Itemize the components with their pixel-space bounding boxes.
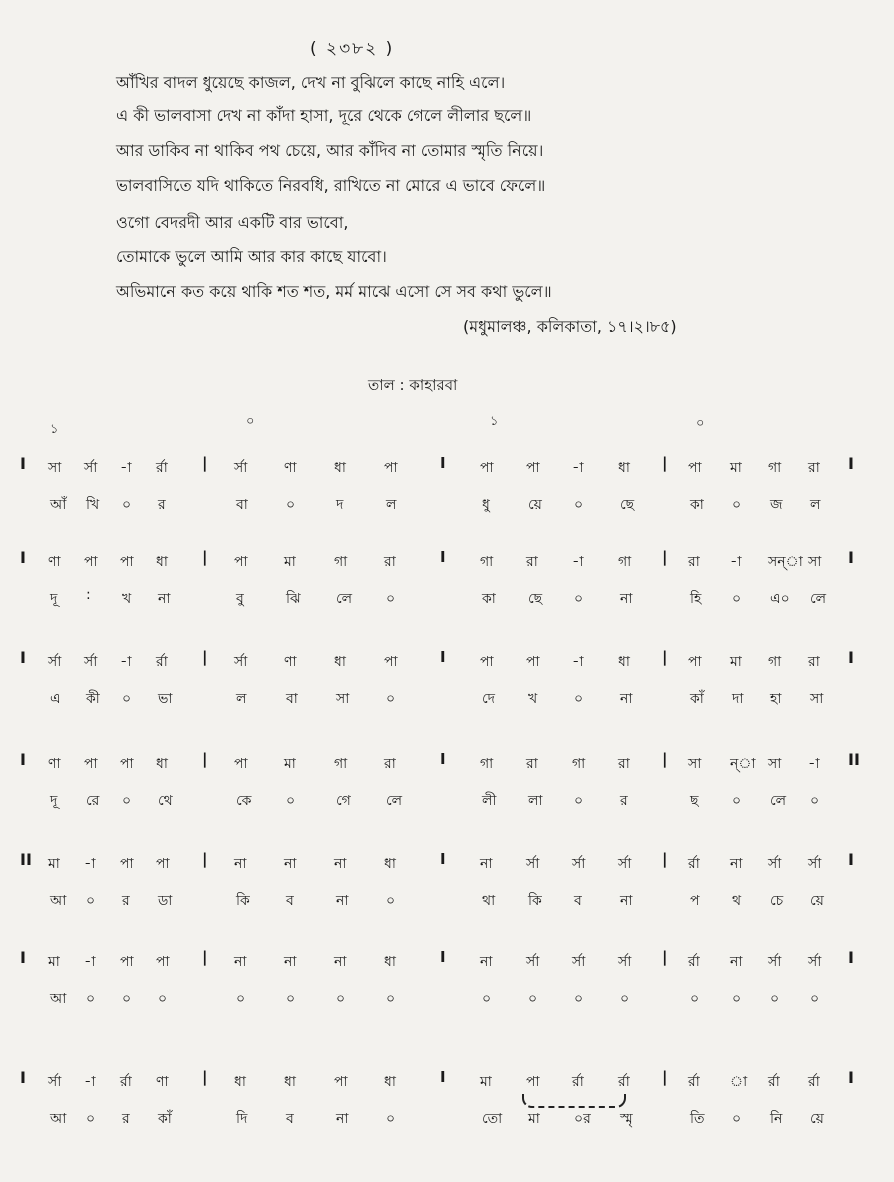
lyric-syllable: : <box>86 587 91 603</box>
lyric-syllable: তো <box>482 1111 503 1127</box>
start-barline: I <box>20 948 26 967</box>
lyric-syllable: ছে <box>528 591 543 607</box>
swara-note: না <box>234 856 247 872</box>
section-barline: | <box>662 1068 668 1086</box>
end-barline: I <box>848 648 854 667</box>
lyric-syllable: ০ <box>286 991 296 1007</box>
lyric-syllable: র <box>122 893 130 909</box>
swara-note: র্রা <box>156 654 168 670</box>
swara-note: না <box>234 954 247 970</box>
lyric-syllable: তি <box>690 1111 705 1127</box>
lyric-syllable: হা <box>770 691 782 707</box>
swara-note: ধা <box>156 756 168 772</box>
end-barline: I <box>848 850 854 869</box>
lyric-syllable: না <box>158 591 171 607</box>
swara-note: -া <box>120 460 132 476</box>
lyric-syllable: কাঁ <box>690 691 704 707</box>
lyric-syllable: গে <box>336 793 351 809</box>
swara-note: ধা <box>618 460 630 476</box>
half-barline: I <box>440 454 446 472</box>
lyric-line-6: তোমাকে ভুলে আমি আর কার কাছে যাবো। <box>116 247 387 266</box>
notation-row <box>0 1070 894 1098</box>
lyric-syllable: ০ <box>732 793 742 809</box>
lyric-syllable: ০ <box>86 991 96 1007</box>
swara-note: মা <box>48 954 60 970</box>
swara-note: -া <box>572 460 584 476</box>
lyric-syllable: ০ <box>810 991 820 1007</box>
section-barline: | <box>662 948 668 966</box>
section-barline: | <box>202 548 208 566</box>
swara-note: পা <box>480 654 494 670</box>
swara-note: পা <box>688 460 702 476</box>
lyric-syllable: ০ <box>620 991 630 1007</box>
lyric-syllable: কাঁ <box>158 1111 172 1127</box>
lyric-syllable-row <box>0 987 894 1015</box>
lyric-syllable: ০ <box>732 1111 742 1127</box>
swara-note: র্রা <box>120 1074 132 1090</box>
swara-note: গা <box>480 756 494 772</box>
swara-note: র্সা <box>808 856 822 872</box>
section-barline: | <box>662 750 668 768</box>
swara-note: না <box>334 856 347 872</box>
swara-note: রা <box>526 554 538 570</box>
lyric-syllable: র <box>620 793 628 809</box>
swara-note: মা <box>730 460 742 476</box>
lyric-syllable: য়ে <box>810 1111 824 1127</box>
lyric-syllable: ০ <box>574 691 584 707</box>
swara-note: সা <box>688 756 702 772</box>
swara-note: র্রা <box>618 1074 630 1090</box>
swara-note: র্সা <box>234 460 248 476</box>
swara-note: -া <box>84 1074 96 1090</box>
swara-note: পা <box>234 554 248 570</box>
swara-note: ধা <box>234 1074 246 1090</box>
swara-note: র্সা <box>768 954 782 970</box>
notation-row <box>0 456 894 484</box>
lyric-syllable-row <box>0 587 894 615</box>
lyric-syllable: প <box>690 893 700 909</box>
lyric-syllable: ০ <box>574 991 584 1007</box>
lyric-syllable: এ <box>50 691 61 707</box>
lyric-line-2: এ কী ভালবাসা দেখ না কাঁদা হাসা, দূরে থেকে গেলে লীলার ছলে॥ <box>116 106 532 125</box>
swara-note: মা <box>48 856 60 872</box>
lyric-syllable: ০ <box>86 1111 96 1127</box>
swara-note: সা <box>768 756 782 772</box>
lyric-syllable: ০ <box>732 591 742 607</box>
lyric-syllable: ছ <box>690 793 699 809</box>
swara-note: র্সা <box>618 954 632 970</box>
swara-note: গা <box>768 460 782 476</box>
lyric-syllable: নি <box>770 1111 783 1127</box>
swara-note: গা <box>334 554 348 570</box>
beat-mark: ০ <box>696 416 705 431</box>
swara-note: ন্া <box>730 756 756 772</box>
lyric-syllable: কী <box>86 691 100 707</box>
lyric-syllable: ল <box>236 691 247 707</box>
lyric-line-3: আর ডাকিব না থাকিব পথ চেয়ে, আর কাঁদিব না তোমার স্মৃতি নিয়ে। <box>116 141 544 160</box>
lyric-syllable: বা <box>286 691 298 707</box>
section-barline: | <box>662 548 668 566</box>
swara-note: ধা <box>618 654 630 670</box>
lyric-syllable: খ <box>528 691 538 707</box>
lyric-syllable: থে <box>158 793 173 809</box>
lyric-syllable: লে <box>810 591 827 607</box>
section-barline: | <box>202 1068 208 1086</box>
lyric-line-1: আঁখির বাদল ধুয়েছে কাজল, দেখ না বুঝিলে কাছে নাহি এলে। <box>116 73 506 92</box>
swara-note: পা <box>120 856 134 872</box>
lyric-syllable: ০ <box>122 793 132 809</box>
lyric-syllable: য়ে <box>810 893 824 909</box>
tala-heading: তাল : কাহারবা <box>368 376 458 394</box>
swara-note: গা <box>334 756 348 772</box>
lyric-syllable: আ <box>50 893 67 909</box>
swara-note: র্সা <box>572 954 586 970</box>
lyric-syllable: ০ <box>528 991 538 1007</box>
lyric-syllable: লী <box>482 793 497 809</box>
section-barline: | <box>202 750 208 768</box>
swara-note: র্রা <box>808 1074 820 1090</box>
swara-note: ধা <box>334 654 346 670</box>
lyric-syllable: সা <box>810 691 824 707</box>
lyric-syllable: কা <box>482 591 496 607</box>
swara-note: পা <box>334 1074 348 1090</box>
lyric-syllable: স্মৃ <box>620 1111 633 1127</box>
lyric-syllable: লে <box>770 793 787 809</box>
swara-note: পা <box>120 756 134 772</box>
lyric-syllable: দ <box>336 497 344 513</box>
swara-note: ধা <box>384 1074 396 1090</box>
lyric-syllable-row <box>0 1107 894 1135</box>
notation-row <box>0 752 894 780</box>
lyric-syllable: আঁ <box>50 497 67 513</box>
swara-note: মা <box>284 756 296 772</box>
lyric-syllable: লে <box>336 591 353 607</box>
lyric-syllable: না <box>336 893 349 909</box>
swara-note: -া <box>808 756 820 772</box>
swara-note: র্সা <box>526 856 540 872</box>
swara-note: র্সা <box>618 856 632 872</box>
swara-note: মা <box>480 1074 492 1090</box>
lyric-syllable: ০ <box>386 691 396 707</box>
end-barline: I <box>848 454 854 473</box>
swara-note: না <box>334 954 347 970</box>
swara-note: র্সা <box>234 654 248 670</box>
swara-note: রা <box>384 554 396 570</box>
section-barline: | <box>202 454 208 472</box>
lyric-syllable: রে <box>86 793 100 809</box>
lyric-syllable: ০ <box>122 691 132 707</box>
lyric-syllable: ০ <box>690 991 700 1007</box>
lyric-syllable: না <box>620 893 633 909</box>
swara-note: র্রা <box>572 1074 584 1090</box>
swara-note: া <box>730 1074 748 1090</box>
lyric-syllable: সা <box>336 691 350 707</box>
lyric-syllable: ভা <box>158 691 173 707</box>
swara-note: পা <box>156 856 170 872</box>
lyric-syllable: ব <box>574 893 582 909</box>
lyric-syllable: চে <box>770 893 784 909</box>
lyric-syllable: খ <box>122 591 132 607</box>
lyric-syllable: বু <box>236 591 244 607</box>
swara-note: -া <box>572 554 584 570</box>
swara-note: গা <box>572 756 586 772</box>
swara-note: পা <box>526 460 540 476</box>
swara-note: ধা <box>384 954 396 970</box>
swara-note: রা <box>384 756 396 772</box>
swara-note: -া <box>120 654 132 670</box>
lyric-syllable: লে <box>386 793 403 809</box>
swara-note: পা <box>84 756 98 772</box>
beat-mark: ১ <box>490 414 499 429</box>
end-barline: I <box>848 548 854 567</box>
swara-note: র্সা <box>84 654 98 670</box>
lyric-syllable-row <box>0 889 894 917</box>
swara-note: না <box>480 954 493 970</box>
lyric-syllable: ছে <box>620 497 635 513</box>
lyric-syllable: কে <box>236 793 252 809</box>
lyric-syllable: র <box>158 497 166 513</box>
lyric-syllable: ০ <box>732 991 742 1007</box>
lyric-syllable: কি <box>236 893 250 909</box>
lyric-syllable: র <box>122 1111 130 1127</box>
lyric-syllable: ০ <box>386 591 396 607</box>
section-barline: | <box>202 850 208 868</box>
section-barline: | <box>662 850 668 868</box>
swara-note: ণা <box>284 460 297 476</box>
lyric-syllable: এ০ <box>770 591 790 607</box>
lyric-syllable: ডা <box>158 893 173 909</box>
lyric-syllable: ০ <box>122 991 132 1007</box>
swara-note: র্রা <box>688 1074 700 1090</box>
swara-note: র্সা <box>768 856 782 872</box>
swara-note: র্সা <box>48 654 62 670</box>
swara-note: না <box>730 954 743 970</box>
swara-note: র্সা <box>808 954 822 970</box>
lyric-syllable: থা <box>482 893 496 909</box>
swara-note: না <box>730 856 743 872</box>
swara-note: গা <box>768 654 782 670</box>
swara-note: রা <box>688 554 700 570</box>
lyric-syllable: না <box>620 691 633 707</box>
swara-note: সন্া <box>768 554 803 570</box>
half-barline: I <box>440 548 446 566</box>
swara-note: না <box>284 856 297 872</box>
swara-note: পা <box>120 954 134 970</box>
lyric-syllable: না <box>620 591 633 607</box>
lyric-syllable: ০ <box>574 497 584 513</box>
notation-row <box>0 650 894 678</box>
lyric-syllable: ০ <box>386 991 396 1007</box>
swara-note: পা <box>688 654 702 670</box>
swara-note: ধা <box>384 856 396 872</box>
lyric-syllable: না <box>336 1111 349 1127</box>
half-barline: I <box>440 850 446 868</box>
start-barline: I <box>20 648 26 667</box>
swara-note: র্রা <box>688 856 700 872</box>
swara-note: না <box>284 954 297 970</box>
lyric-syllable: কি <box>528 893 542 909</box>
half-barline: I <box>440 1068 446 1086</box>
swara-note: র্সা <box>48 1074 62 1090</box>
lyric-syllable: ০ <box>386 893 396 909</box>
swara-note: র্রা <box>768 1074 780 1090</box>
swara-note: পা <box>156 954 170 970</box>
lyric-syllable: দে <box>482 691 496 707</box>
lyric-syllable: জ <box>770 497 783 513</box>
swara-note: না <box>480 856 493 872</box>
lyric-syllable: হি <box>690 591 702 607</box>
lyric-line-4: ভালবাসিতে যদি থাকিতে নিরবধি, রাখিতে না মোরে এ ভাবে ফেলে॥ <box>116 176 546 195</box>
swara-note: -া <box>84 954 96 970</box>
section-barline: | <box>662 454 668 472</box>
swara-note: র্সা <box>572 856 586 872</box>
swara-note: পা <box>384 460 398 476</box>
end-barline: I <box>848 1068 854 1087</box>
lyric-syllable: লা <box>528 793 543 809</box>
start-barline: II <box>20 850 32 869</box>
lyric-syllable-row <box>0 687 894 715</box>
lyric-line-5: ওগো বেদরদী আর একটি বার ভাবো, <box>116 213 349 232</box>
swara-note: র্রা <box>688 954 700 970</box>
lyric-syllable-row <box>0 789 894 817</box>
swara-note: ণা <box>48 554 61 570</box>
lyric-syllable: ০ <box>574 591 584 607</box>
swara-note: পা <box>526 654 540 670</box>
meend-arc <box>522 1094 626 1108</box>
lyric-syllable: ০ <box>810 793 820 809</box>
lyric-syllable: কা <box>690 497 704 513</box>
lyric-syllable: ০ <box>386 1111 396 1127</box>
swara-note: পা <box>480 460 494 476</box>
swara-note: ণা <box>156 1074 169 1090</box>
swara-note: ণা <box>48 756 61 772</box>
swara-note: পা <box>384 654 398 670</box>
swara-note: রা <box>526 756 538 772</box>
lyric-line-7: অভিমানে কত কয়ে থাকি শত শত, মর্ম মাঝে এসো সে সব কথা ভুলে॥ <box>116 282 552 301</box>
half-barline: I <box>440 948 446 966</box>
lyric-syllable: ০ <box>236 991 246 1007</box>
swara-note: ধা <box>156 554 168 570</box>
lyric-syllable: দূ <box>50 793 58 809</box>
lyric-syllable: আ <box>50 1111 67 1127</box>
section-barline: | <box>662 648 668 666</box>
lyric-syllable: ব <box>286 893 294 909</box>
end-barline: II <box>848 750 860 769</box>
lyric-syllable: ০ <box>482 991 492 1007</box>
swara-note: পা <box>234 756 248 772</box>
section-barline: | <box>202 648 208 666</box>
lyric-syllable: ০ <box>732 497 742 513</box>
swara-note: ধা <box>334 460 346 476</box>
lyric-syllable: ধু <box>482 497 490 513</box>
start-barline: I <box>20 750 26 769</box>
lyric-syllable: থ <box>732 893 742 909</box>
lyric-syllable: ০ <box>86 893 96 909</box>
start-barline: I <box>20 1068 26 1087</box>
lyric-syllable: য়ে <box>528 497 542 513</box>
lyric-syllable: ০ <box>770 991 780 1007</box>
lyric-syllable: ০ <box>336 991 346 1007</box>
half-barline: I <box>440 750 446 768</box>
start-barline: I <box>20 548 26 567</box>
beat-mark: ০ <box>246 414 255 429</box>
notation-row <box>0 950 894 978</box>
swara-note: সা <box>48 460 62 476</box>
lyric-syllable: আ <box>50 991 67 1007</box>
lyric-syllable: ০ <box>574 793 584 809</box>
swara-note: পা <box>84 554 98 570</box>
swara-note: পা <box>526 1074 540 1090</box>
swara-note: পা <box>120 554 134 570</box>
lyric-syllable: ০ <box>286 793 296 809</box>
half-barline: I <box>440 648 446 666</box>
swara-note: র্সা <box>526 954 540 970</box>
page-number: ( ২৩৮২ ) <box>310 39 395 59</box>
lyric-syllable: ল <box>810 497 821 513</box>
swara-note: মা <box>284 554 296 570</box>
lyric-syllable: ০ <box>158 991 168 1007</box>
notation-row <box>0 550 894 578</box>
source-citation: (মধুমালঞ্চ, কলিকাতা, ১৭।২।৮৫) <box>463 317 677 336</box>
swara-note: ধা <box>284 1074 296 1090</box>
swara-note: র্সা <box>84 460 98 476</box>
swara-note: -া <box>572 654 584 670</box>
lyric-syllable: ০র <box>574 1111 591 1127</box>
start-barline: I <box>20 454 26 473</box>
end-barline: I <box>848 948 854 967</box>
lyric-syllable: খি <box>86 497 100 513</box>
lyric-syllable: দা <box>732 691 744 707</box>
lyric-syllable: মা <box>528 1111 540 1127</box>
swara-note: -া <box>84 856 96 872</box>
swara-note: গা <box>618 554 632 570</box>
lyric-syllable: ০ <box>286 497 296 513</box>
swara-note: গা <box>480 554 494 570</box>
lyric-syllable: দি <box>236 1111 248 1127</box>
lyric-syllable: দূ <box>50 591 58 607</box>
swara-note: রা <box>808 460 820 476</box>
lyric-syllable: ব <box>286 1111 294 1127</box>
swara-note: -া <box>730 554 742 570</box>
notation-row <box>0 852 894 880</box>
section-barline: | <box>202 948 208 966</box>
lyric-syllable-row <box>0 493 894 521</box>
lyric-syllable: ০ <box>122 497 132 513</box>
lyric-syllable: ঝি <box>286 591 301 607</box>
swara-note: রা <box>618 756 630 772</box>
beat-mark: ১ <box>50 422 59 437</box>
swara-note: র্রা <box>156 460 168 476</box>
swara-note: সা <box>808 554 822 570</box>
lyric-syllable: ল <box>386 497 397 513</box>
lyric-syllable: বা <box>236 497 248 513</box>
swara-note: ণা <box>284 654 297 670</box>
swara-note: রা <box>808 654 820 670</box>
swara-note: মা <box>730 654 742 670</box>
